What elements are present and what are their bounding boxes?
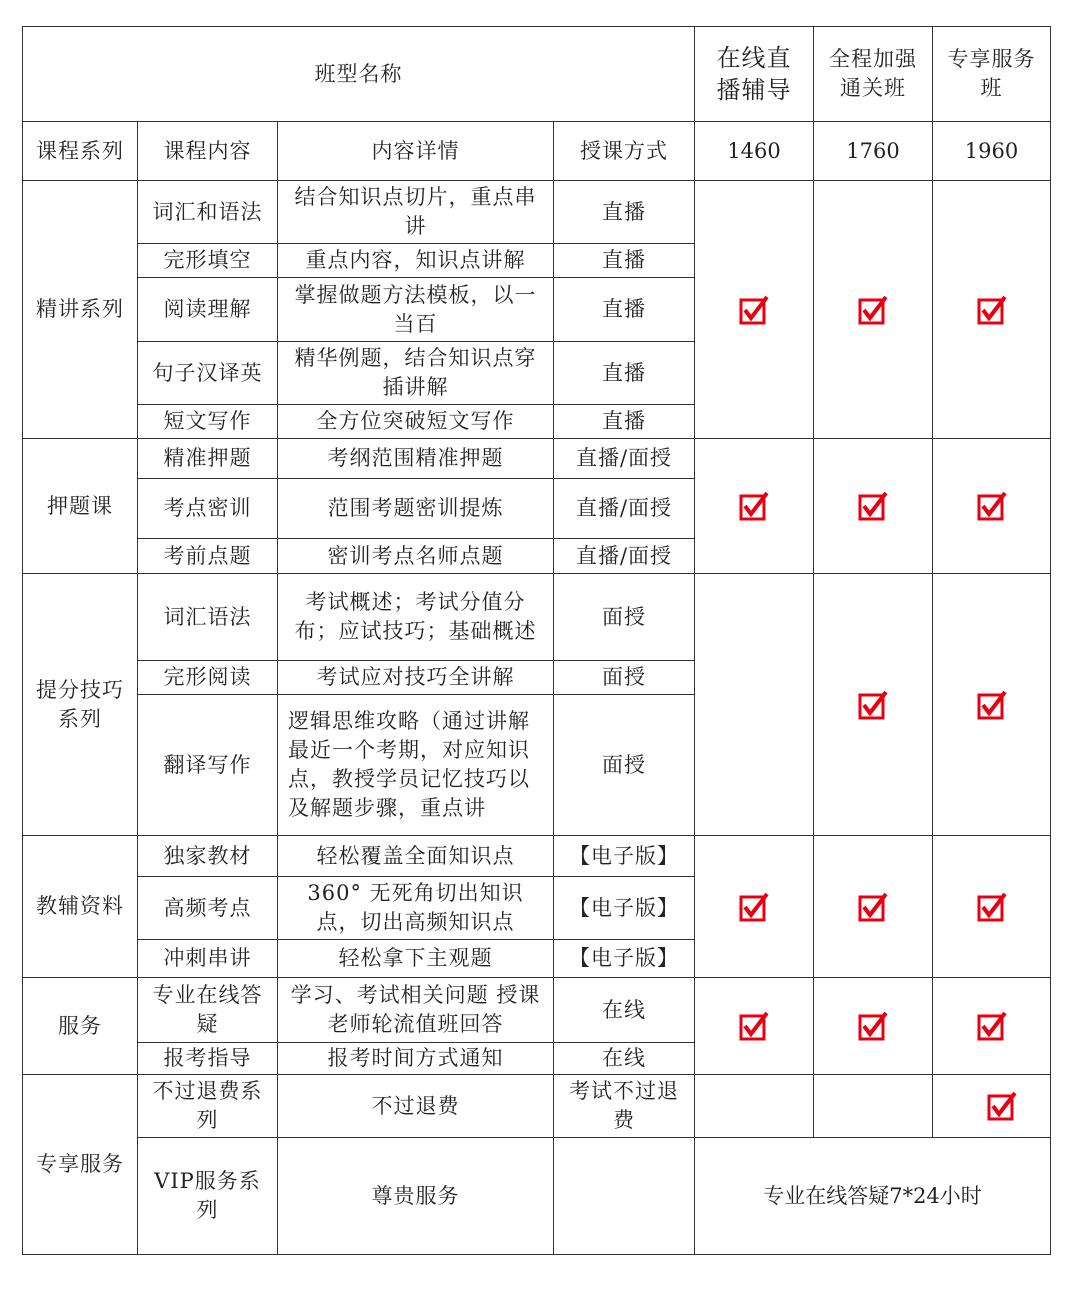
method-cell: 直播	[554, 181, 695, 244]
plan-1-check-cell	[695, 1075, 814, 1138]
method-cell: 面授	[554, 661, 695, 695]
plan-2-check-cell	[814, 181, 933, 439]
content-cell: 高频考点	[138, 877, 278, 940]
checked-box-icon	[858, 892, 888, 922]
detail-cell: 轻松覆盖全面知识点	[278, 836, 554, 877]
checked-box-icon	[739, 1011, 769, 1041]
method-cell: 面授	[554, 574, 695, 661]
detail-cell: 不过退费	[278, 1075, 554, 1138]
plan-1-check-cell	[695, 574, 814, 836]
detail-cell: 学习、考试相关问题 授课老师轮流值班回答	[278, 978, 554, 1043]
content-cell: 词汇和语法	[138, 181, 278, 244]
method-cell: 直播/面授	[554, 479, 695, 539]
plan-header-3: 专享服务班	[933, 27, 1051, 122]
checked-box-icon	[739, 295, 769, 325]
plan-3-check-cell	[933, 574, 1051, 836]
detail-cell: 全方位突破短文写作	[278, 405, 554, 439]
content-cell: 词汇语法	[138, 574, 278, 661]
content-cell: 句子汉译英	[138, 342, 278, 405]
method-cell: 【电子版】	[554, 836, 695, 877]
content-cell: 完形填空	[138, 244, 278, 278]
detail-cell: 范围考题密训提炼	[278, 479, 554, 539]
detail-cell: 精华例题，结合知识点穿插讲解	[278, 342, 554, 405]
checked-box-icon	[858, 295, 888, 325]
method-cell: 【电子版】	[554, 877, 695, 940]
method-cell	[554, 1138, 695, 1255]
series-cell: 专享服务	[23, 1075, 138, 1255]
method-cell: 面授	[554, 695, 695, 836]
content-cell: 报考指导	[138, 1043, 278, 1075]
series-cell: 押题课	[23, 439, 138, 574]
detail-cell: 尊贵服务	[278, 1138, 554, 1255]
price-2: 1760	[814, 122, 933, 181]
plan-1-check-cell	[695, 978, 814, 1075]
method-cell: 在线	[554, 1043, 695, 1075]
checked-box-icon	[977, 690, 1007, 720]
plan-header-2: 全程加强通关班	[814, 27, 933, 122]
series-cell: 教辅资料	[23, 836, 138, 978]
plan-3-check-cell	[933, 836, 1051, 978]
price-1: 1460	[695, 122, 814, 181]
checked-box-icon	[977, 1011, 1007, 1041]
content-cell: 专业在线答疑	[138, 978, 278, 1043]
checked-box-icon	[858, 491, 888, 521]
course-comparison-table	[22, 26, 1051, 1255]
series-cell: 服务	[23, 978, 138, 1075]
plan-3-check-cell	[933, 1075, 1051, 1138]
checked-box-icon	[977, 295, 1007, 325]
content-cell: 冲刺串讲	[138, 940, 278, 978]
series-cell: 提分技巧系列	[23, 574, 138, 836]
column-series: 课程系列	[23, 122, 138, 181]
checked-box-icon	[739, 892, 769, 922]
plan-1-check-cell	[695, 439, 814, 574]
content-cell: 精准押题	[138, 439, 278, 479]
detail-cell: 考试应对技巧全讲解	[278, 661, 554, 695]
column-detail: 内容详情	[278, 122, 554, 181]
method-cell: 直播/面授	[554, 539, 695, 574]
content-cell: 考点密训	[138, 479, 278, 539]
method-cell: 直播/面授	[554, 439, 695, 479]
content-cell: 完形阅读	[138, 661, 278, 695]
method-cell: 直播	[554, 244, 695, 278]
plan-2-check-cell	[814, 439, 933, 574]
method-cell: 直播	[554, 405, 695, 439]
series-cell: 精讲系列	[23, 181, 138, 439]
detail-cell: 考试概述；考试分值分布；应试技巧；基础概述	[278, 574, 554, 661]
method-cell: 在线	[554, 978, 695, 1043]
checked-box-icon	[977, 491, 1007, 521]
checked-box-icon	[987, 1091, 1017, 1121]
detail-cell: 重点内容，知识点讲解	[278, 244, 554, 278]
content-cell: 翻译写作	[138, 695, 278, 836]
content-cell: VIP服务系列	[138, 1138, 278, 1255]
merged-plan-cell: 专业在线答疑7*24小时	[695, 1138, 1051, 1255]
detail-cell: 密训考点名师点题	[278, 539, 554, 574]
detail-cell: 360° 无死角切出知识点，切出高频知识点	[278, 877, 554, 940]
method-cell: 考试不过退费	[554, 1075, 695, 1138]
price-3: 1960	[933, 122, 1051, 181]
checked-box-icon	[858, 690, 888, 720]
content-cell: 不过退费系列	[138, 1075, 278, 1138]
plan-2-check-cell	[814, 978, 933, 1075]
detail-cell: 轻松拿下主观题	[278, 940, 554, 978]
plan-3-check-cell	[933, 181, 1051, 439]
method-cell: 【电子版】	[554, 940, 695, 978]
class-name-header: 班型名称	[23, 27, 695, 122]
content-cell: 考前点题	[138, 539, 278, 574]
content-cell: 独家教材	[138, 836, 278, 877]
checked-box-icon	[739, 491, 769, 521]
detail-cell: 掌握做题方法模板，以一当百	[278, 278, 554, 342]
detail-cell: 报考时间方式通知	[278, 1043, 554, 1075]
column-content: 课程内容	[138, 122, 278, 181]
detail-cell: 逻辑思维攻略（通过讲解最近一个考期，对应知识点，教授学员记忆技巧以及解题步骤，重点讲	[278, 695, 554, 836]
plan-1-check-cell	[695, 181, 814, 439]
checked-box-icon	[858, 1011, 888, 1041]
plan-3-check-cell	[933, 439, 1051, 574]
plan-3-check-cell	[933, 978, 1051, 1075]
method-cell: 直播	[554, 342, 695, 405]
plan-2-check-cell	[814, 836, 933, 978]
checked-box-icon	[977, 892, 1007, 922]
detail-cell: 考纲范围精准押题	[278, 439, 554, 479]
method-cell: 直播	[554, 278, 695, 342]
detail-cell: 结合知识点切片，重点串讲	[278, 181, 554, 244]
content-cell: 阅读理解	[138, 278, 278, 342]
column-method: 授课方式	[554, 122, 695, 181]
plan-2-check-cell	[814, 574, 933, 836]
content-cell: 短文写作	[138, 405, 278, 439]
plan-header-1: 在线直播辅导	[695, 27, 814, 122]
plan-1-check-cell	[695, 836, 814, 978]
plan-2-check-cell	[814, 1075, 933, 1138]
